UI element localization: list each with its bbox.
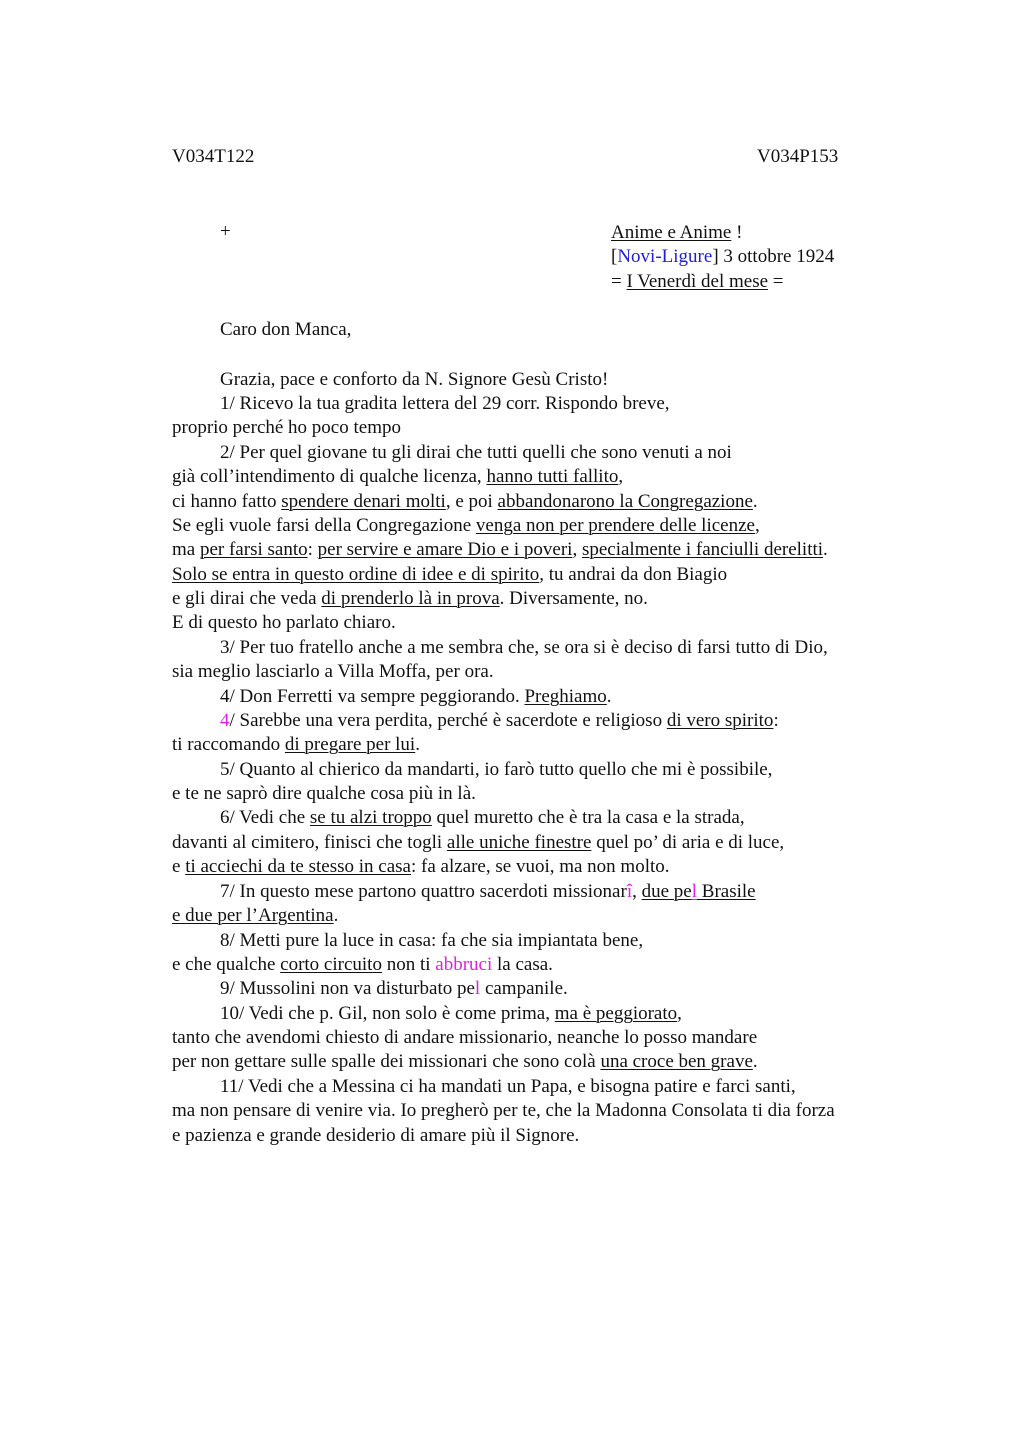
- text-segment: se tu alzi troppo: [309, 807, 432, 828]
- letter-line: [172, 1026, 757, 1050]
- letter-line: [172, 1050, 758, 1074]
- letter-line: [172, 1099, 835, 1123]
- text-segment: e che qualche: [172, 954, 281, 975]
- letter-line: [220, 806, 745, 830]
- text-segment: 10/ Vedi che p. Gil, non solo è come prima,: [220, 1003, 555, 1024]
- letter-line: [220, 880, 756, 904]
- letter-line: [220, 392, 670, 416]
- letter-line: [172, 953, 553, 977]
- place-name: Novi-Ligure: [617, 246, 713, 268]
- text-segment: E di questo ho parlato chiaro.: [172, 612, 396, 633]
- text-segment: 4/ Don Ferretti va sempre peggiorando.: [220, 686, 525, 707]
- eq-open: =: [611, 270, 627, 292]
- text-segment: ma non pensare di venire via. Io pregherò per te, che la Madonna Consolata ti dia forza: [172, 1100, 835, 1121]
- text-segment: Caro don Manca,: [220, 319, 352, 340]
- letter-line: [172, 514, 760, 538]
- heading-title-tail: !: [731, 222, 743, 243]
- text-segment: ,: [618, 466, 624, 487]
- text-segment: ,: [572, 539, 582, 560]
- text-segment: l: [474, 978, 481, 999]
- letter-line: [220, 368, 608, 392]
- letter-line: [172, 733, 420, 757]
- letter-line: [220, 709, 779, 733]
- text-segment: quel muretto che è tra la casa e la strada,: [431, 807, 745, 828]
- text-segment: tanto che avendomi chiesto di andare missionario, neanche lo posso mandare: [172, 1027, 758, 1048]
- cross-symbol: +: [220, 221, 231, 242]
- text-segment: abbruci: [435, 954, 493, 975]
- text-segment: specialmente i fanciulli derelitti: [581, 539, 824, 560]
- text-segment: 2/ Per quel giovane tu gli dirai che tutti quelli che sono venuti a noi: [220, 442, 732, 463]
- text-segment: corto circuito: [280, 954, 382, 975]
- text-segment: Brasile: [697, 881, 756, 902]
- letter-line: [172, 563, 727, 587]
- text-segment: 8/ Metti pure la luce in casa: fa che sia impiantata bene,: [220, 930, 644, 951]
- text-segment: per non gettare sulle spalle dei missionari che sono colà: [172, 1051, 601, 1072]
- text-segment: :: [773, 710, 779, 731]
- text-segment: di prenderlo là in prova: [321, 588, 500, 609]
- letter-line: [220, 758, 772, 782]
- text-segment: 11/ Vedi che a Messina ci ha mandati un Papa, e bisogna patire e farci santi,: [220, 1076, 796, 1097]
- letter-line: [220, 636, 828, 660]
- letter-line: [220, 929, 643, 953]
- text-segment: di vero spirito: [666, 710, 774, 731]
- text-segment: due pe: [641, 881, 692, 902]
- bracket-open: [: [611, 246, 618, 268]
- text-segment: ti acciechi da te stesso in casa: [185, 856, 411, 877]
- heading-title-line: [611, 221, 834, 245]
- text-segment: .: [333, 905, 339, 926]
- text-segment: di pregare per lui: [284, 734, 416, 755]
- text-segment: e: [172, 856, 186, 877]
- letter-line: [220, 441, 732, 465]
- text-segment: î: [626, 881, 633, 902]
- text-segment: , e poi: [445, 491, 498, 512]
- text-segment: Grazia, pace e conforto da N. Signore Gesù Cristo!: [220, 369, 609, 390]
- letter-line: [220, 685, 612, 709]
- letter-line: [220, 977, 568, 1001]
- text-segment: non ti: [381, 954, 436, 975]
- letter-line: [220, 1075, 796, 1099]
- document-code-left: V034T122: [172, 146, 255, 167]
- text-segment: ci hanno fatto: [172, 491, 282, 512]
- text-segment: 9/ Mussolini non va disturbato pe: [220, 978, 475, 999]
- letter-line: [172, 416, 401, 440]
- text-segment: ,: [754, 515, 760, 536]
- text-segment: .: [752, 491, 758, 512]
- letter-line: [172, 1124, 579, 1148]
- letter-line: [172, 538, 828, 562]
- letter-heading: [611, 221, 834, 294]
- letter-line: [172, 831, 784, 855]
- text-segment: 1/ Ricevo la tua gradita lettera del 29 corr. Rispondo breve,: [220, 393, 670, 414]
- text-segment: una croce ben grave: [600, 1051, 753, 1072]
- text-segment: venga non per prendere delle licenze: [475, 515, 755, 536]
- text-segment: 6/ Vedi che: [220, 807, 310, 828]
- text-segment: hanno tutti fallito: [486, 466, 619, 487]
- text-segment: Preghiamo: [524, 686, 607, 707]
- text-segment: 7/ In questo mese partono quattro sacerdoti missionar: [220, 881, 627, 902]
- text-segment: e pazienza e grande desiderio di amare più il Signore.: [172, 1125, 580, 1146]
- text-segment: 3/ Per tuo fratello anche a me sembra che, se ora si è deciso di farsi tutto di Dio,: [220, 637, 828, 658]
- text-segment: proprio perché ho poco tempo: [172, 417, 401, 438]
- text-segment: ma è peggiorato: [554, 1003, 678, 1024]
- letter-line: [172, 465, 623, 489]
- text-segment: e gli dirai che veda: [172, 588, 322, 609]
- text-segment: 5/ Quanto al chierico da mandarti, io farò tutto quello che mi è possibile,: [220, 759, 773, 780]
- text-segment: .: [415, 734, 420, 755]
- text-segment: davanti al cimitero, finisci che togli: [172, 832, 447, 853]
- date-text: ] 3 ottobre 1924: [712, 246, 835, 268]
- text-segment: la casa.: [492, 954, 553, 975]
- text-segment: e due per l’Argentina: [172, 905, 334, 926]
- text-segment: ,: [632, 881, 642, 902]
- text-segment: spendere denari molti: [281, 491, 446, 512]
- heading-title: Anime e Anime: [611, 222, 732, 243]
- letter-line: [172, 587, 648, 611]
- text-segment: :: [307, 539, 318, 560]
- text-segment: già coll’intendimento di qualche licenza,: [172, 466, 487, 487]
- text-segment: / Sarebbe una vera perdita, perché è sacerdote e religioso: [229, 710, 667, 731]
- text-segment: alle uniche finestre: [446, 832, 592, 853]
- text-segment: Solo se entra in questo ordine di idee e di spirito: [172, 564, 540, 585]
- letter-line: [172, 782, 476, 806]
- eq-close: =: [768, 270, 784, 292]
- text-segment: e te ne saprò dire qualche cosa più in là.: [172, 783, 476, 804]
- letter-line: [172, 660, 494, 684]
- letter-line: [172, 611, 396, 635]
- heading-occasion-line: [611, 270, 834, 294]
- text-segment: . Diversamente, no.: [499, 588, 648, 609]
- text-segment: Se egli vuole farsi della Congregazione: [172, 515, 476, 536]
- text-segment: quel po’ di aria e di luce,: [591, 832, 785, 853]
- text-segment: .: [752, 1051, 758, 1072]
- letter-line: [220, 1002, 682, 1026]
- occasion-text: I Venerdì del mese: [626, 270, 769, 292]
- text-segment: 4: [220, 710, 230, 731]
- letter-line: [220, 318, 351, 342]
- text-segment: per farsi santo: [199, 539, 308, 560]
- text-segment: sia meglio lasciarlo a Villa Moffa, per ora.: [172, 661, 494, 682]
- text-segment: campanile.: [480, 978, 568, 999]
- heading-date-line: [611, 245, 834, 269]
- text-segment: ,: [677, 1003, 682, 1024]
- text-segment: l: [691, 881, 698, 902]
- text-segment: ma: [172, 539, 200, 560]
- text-segment: per servire e amare Dio e i poveri: [317, 539, 573, 560]
- text-segment: , tu andrai da don Biagio: [539, 564, 728, 585]
- text-segment: abbandonarono la Congregazione: [497, 491, 753, 512]
- letter-line: [172, 490, 758, 514]
- text-segment: : fa alzare, se vuoi, ma non molto.: [410, 856, 670, 877]
- letter-line: [172, 904, 338, 928]
- text-segment: ti raccomando: [172, 734, 285, 755]
- text-segment: .: [823, 539, 828, 560]
- text-segment: .: [606, 686, 612, 707]
- letter-line: [172, 855, 670, 879]
- document-code-right: V034P153: [757, 146, 839, 167]
